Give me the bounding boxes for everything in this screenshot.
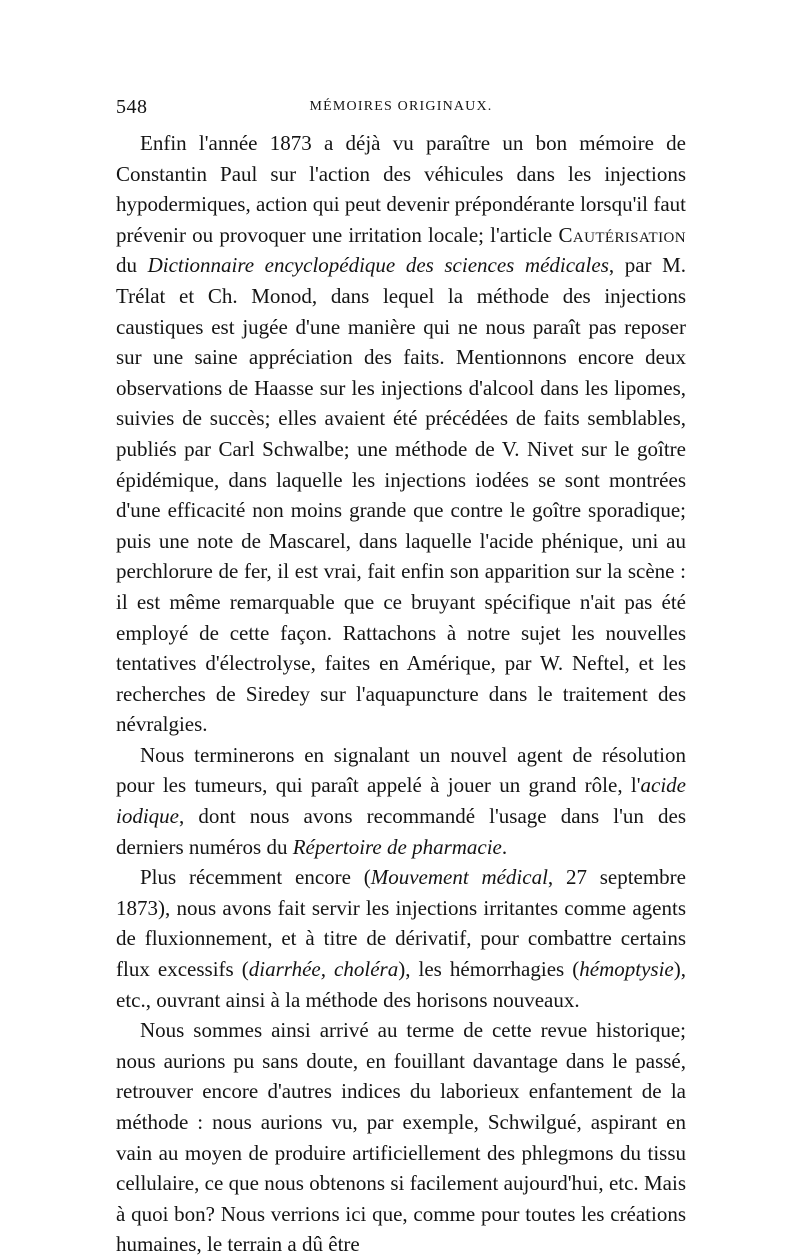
text-segment-italic: diarrhée, choléra [248,957,399,982]
paragraph [116,740,686,862]
paragraph [116,128,686,740]
text-segment-italic: Mouvement médical [370,865,548,890]
text-segment: du [116,253,148,278]
running-title: MÉMOIRES ORIGINAUX. [309,99,493,114]
text-segment-italic: hémoptysie [579,957,674,982]
text-segment-italic: Répertoire de pharmacie [292,834,502,859]
text-segment: Nous sommes ainsi arrivé au terme de cette revue historique; nous aurions pu sans doute, en fouillant davantage dans le passé, retrouver encore d'autres indices du laborieux enfantement de la méthode : nous aurions vu, par exemple, Schwilgué, aspirant en vain au moyen de produire artificiellement des phlegmons du tissu cellulaire, ce que nous obtenons si facilement aujourd'hui, etc. Mais à quoi bon? Nous verrions ici que, comme pour toutes les créations humaines, le terrain a dû être [116,1018,686,1257]
text-segment: ), etc., ouvrant ainsi à la méthode des horisons nouveaux. [116,957,687,1012]
paragraph [116,1015,686,1260]
text-segment-italic: acide iodique [116,773,686,829]
page-number: 548 [116,96,148,118]
text-segment: Enfin l'année 1873 a déjà vu paraître un bon mémoire de Constantin Paul sur l'action des véhicules dans les injections hypodermiques, action qui peut devenir prépondérante lorsqu'il faut prévenir ou provoquer une irritation locale; l'article [116,131,686,247]
text-segment-smallcaps: Cautérisation [558,222,686,247]
text-segment: , 27 septembre 1873), nous avons fait servir les injections irritantes comme agents de fluxionnement, et à titre de dérivatif, pour combattre certains flux excessifs ( [116,865,686,982]
body-text [116,128,686,1260]
text-segment: , dont nous avons recommandé l'usage dans l'un des derniers numéros du [116,804,686,859]
text-segment: . [501,834,508,859]
text-segment: Nous terminerons en signalant un nouvel agent de résolution pour les tumeurs, qui paraît appelé à jouer un grand rôle, l' [116,742,686,798]
text-segment: ), les hémorrhagies ( [398,957,580,982]
text-segment-italic: Dictionnaire encyclopédique des sciences médicales [147,253,609,278]
paragraph [116,862,686,1015]
text-segment: , par M. Trélat et Ch. Monod, dans lequel la méthode des injections caustiques est jugée d'une manière qui ne nous paraît pas reposer sur une saine appréciation des faits. Mentionnons encore deux observations de Haasse sur les injections d'alcool dans les lipomes, suivies de succès; elles avaient été précédées de faits semblables, publiés par Carl Schwalbe; une méthode de V. Nivet sur le goître épidémique, dans laquelle les injections iodées se sont montrées d'une efficacité non moins grande que contre le goître sporadique; puis une note de Mascarel, dans laquelle l'acide phénique, uni au perchlorure de fer, il est vrai, fait enfin son apparition sur la scène : il est même remarquable que ce bruyant spécifique n'ait pas été employé de cette façon. Rattachons à notre sujet les nouvelles tentatives d'électrolyse, faites en Amérique, par W. Neftel, et les recherches de Siredey sur l'aquapuncture dans le traitement des névralgies. [116,253,686,737]
text-segment: Plus récemment encore ( [140,865,371,890]
page-header [116,96,686,120]
